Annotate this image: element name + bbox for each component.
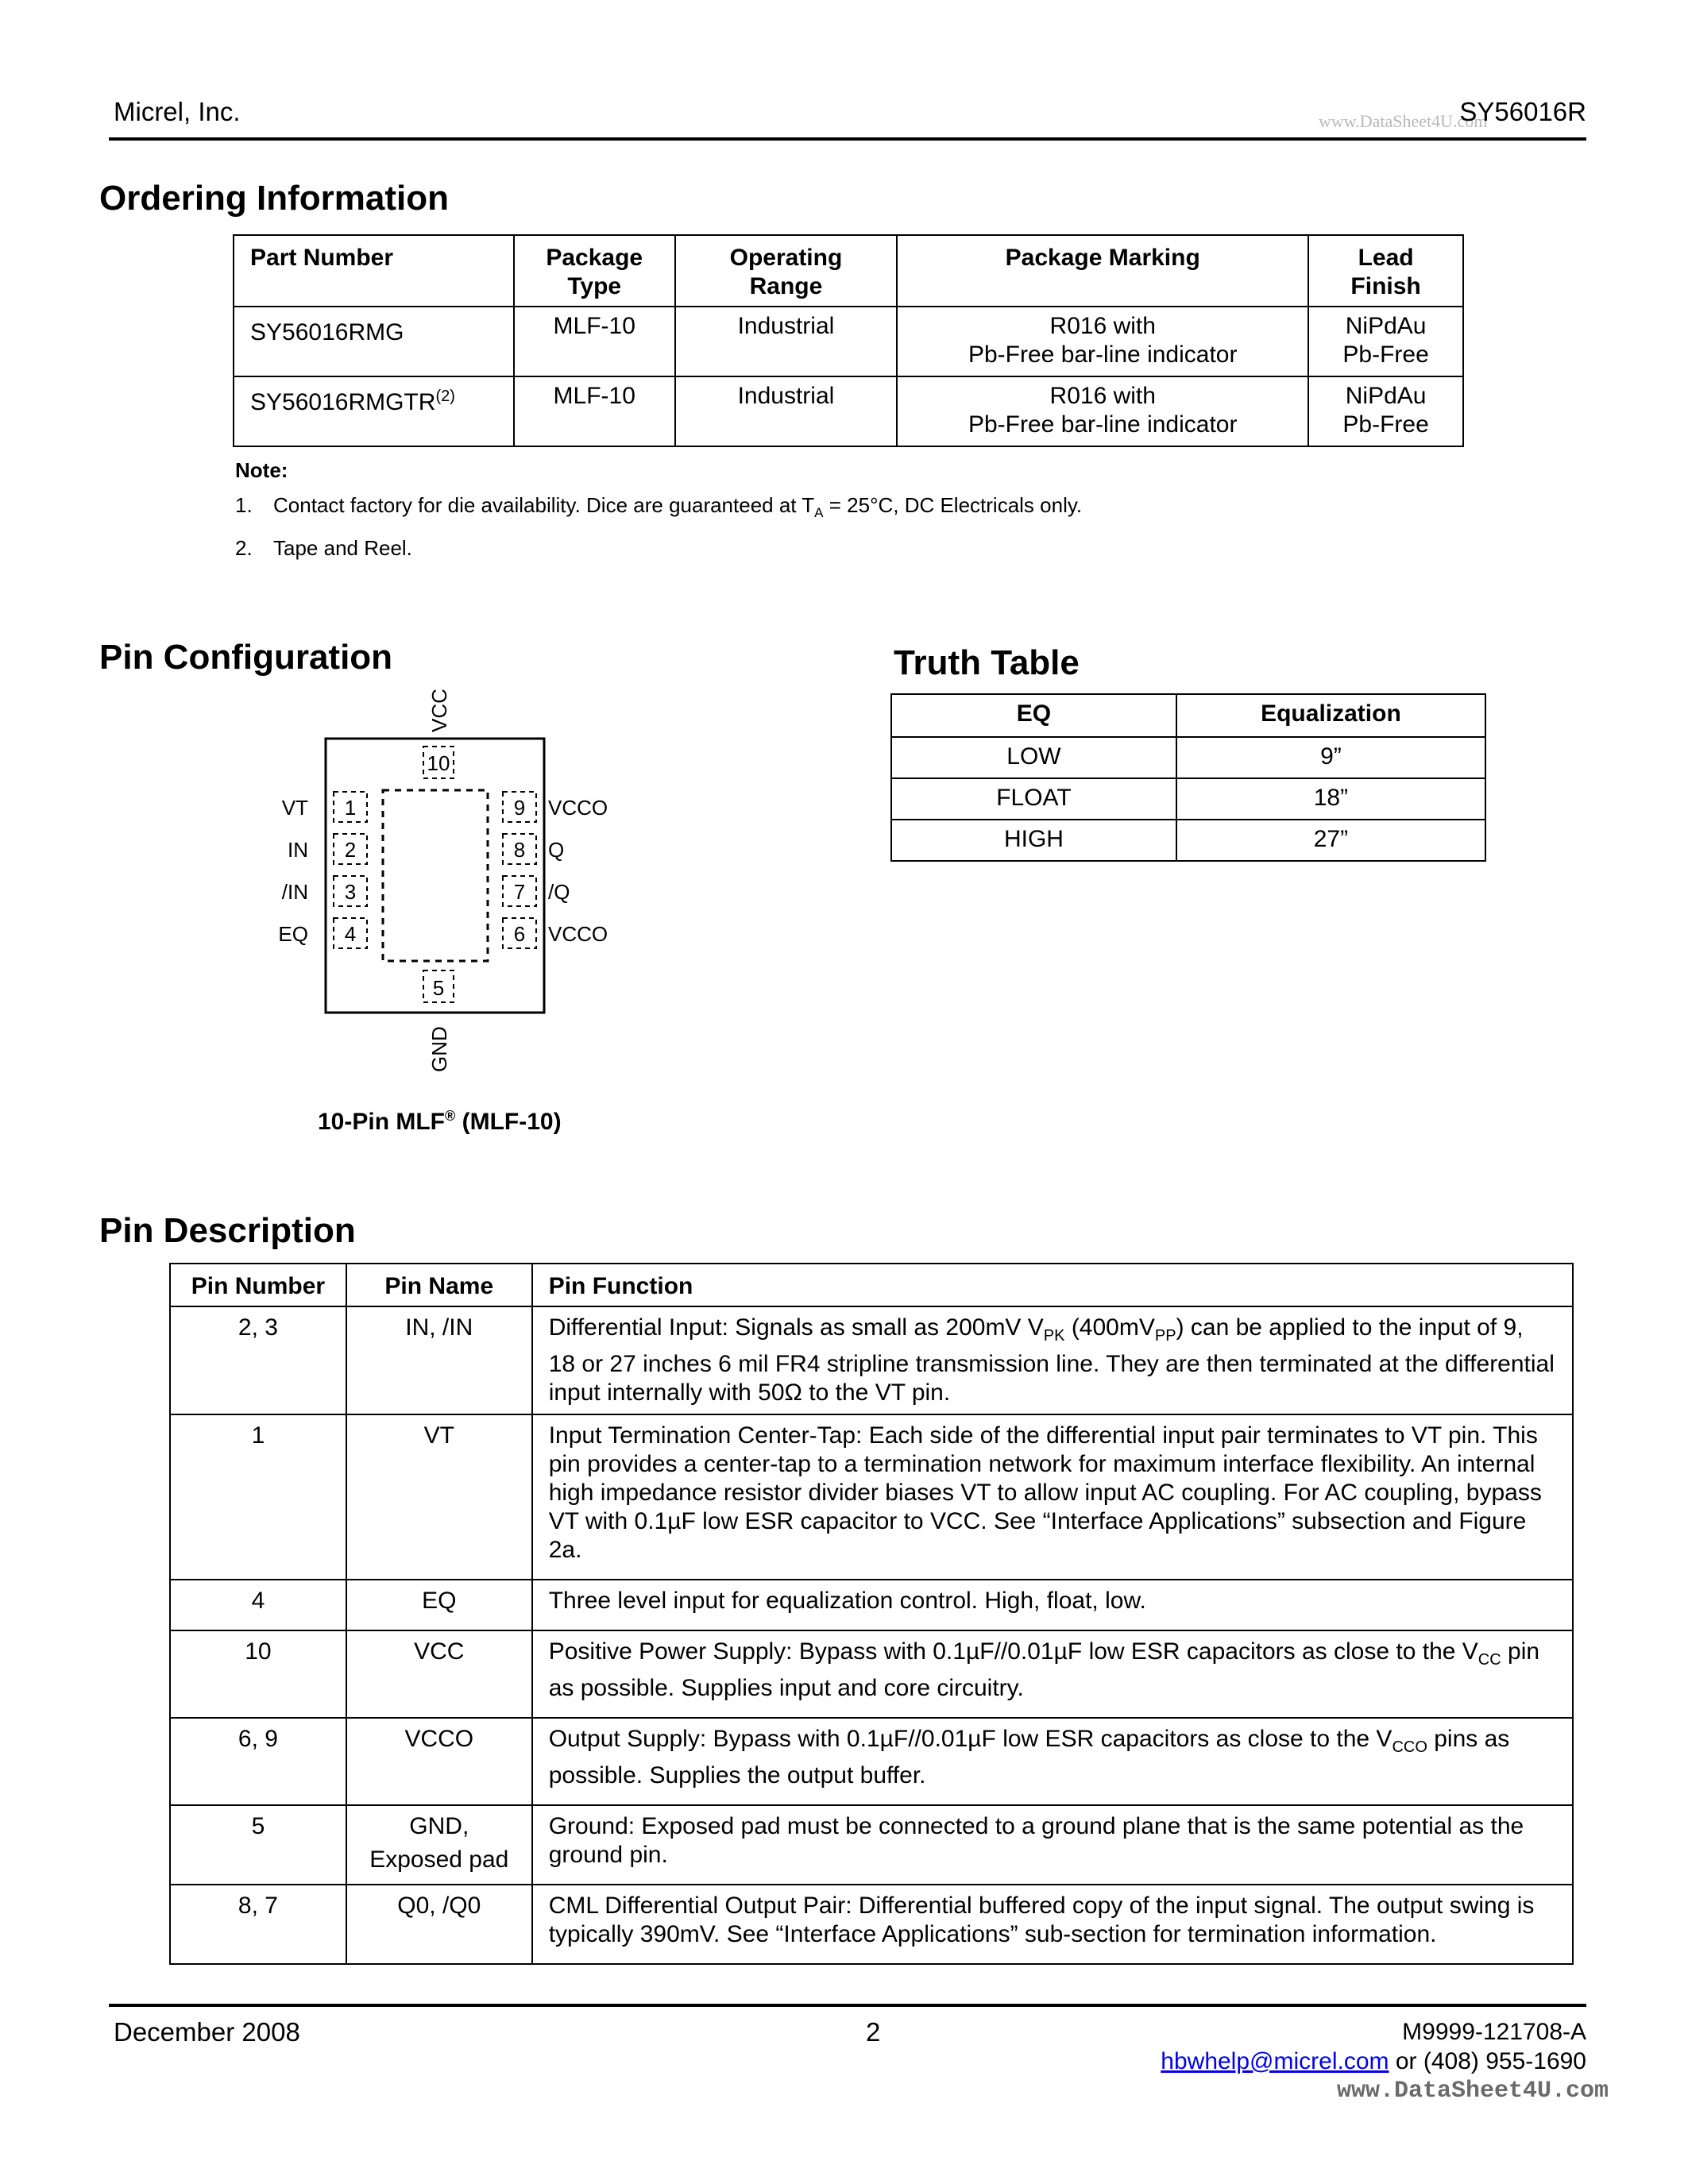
pin-config-title: Pin Configuration [99,638,393,677]
label-vcco-6: VCCO [548,922,608,946]
label-eq: EQ [278,922,308,946]
table-row [170,1306,1573,1414]
range-cell: Industrial [675,376,898,446]
eq-cell: FLOAT [891,778,1176,820]
pin-5-number: 5 [432,976,445,1000]
pin-name-cell: VT [346,1414,532,1580]
footer-page-number: 2 [866,2017,881,2047]
note-title: Note: [235,458,288,482]
pin-function-cell: Input Termination Center-Tap: Each side of the differential input pair terminates to VT pin. This pin provides a center-tap to a termination network for maximum interface flexibility. An internal high impedance resistor divider biases VT to allow input AC coupling. For AC coupling, bypass VT with 0.1µF low ESR capacitor to VCC. See “Interface Applications” subsection and Figure 2a. [532,1414,1573,1580]
table-row [891,778,1485,820]
exposed-pad [383,790,488,961]
col-lead-finish: Lead Finish [1308,235,1463,307]
header-company: Micrel, Inc. [114,97,241,126]
label-q: Q [548,838,565,862]
pin-function-cell: CML Differential Output Pair: Differential buffered copy of the input signal. The output swing is typically 390mV. See “Interface Applications” sub-section for termination information. [532,1885,1573,1964]
table-row [891,820,1485,861]
table-row [891,737,1485,778]
table-row [170,1885,1573,1964]
truth-table-title: Truth Table [894,643,1080,682]
pin-number-cell: 5 [170,1805,346,1885]
ordering-table [233,234,1464,447]
right-pin-group [503,792,608,948]
label-gnd-bottom: GND [427,1026,451,1072]
label-vcco-9: VCCO [548,796,608,820]
pin-name-cell: EQ [346,1580,532,1630]
header-part-number: SY56016R [1459,97,1586,126]
table-row [170,1805,1573,1885]
table-row [234,307,1463,376]
pin-10-number: 10 [427,751,450,775]
table-row [170,1630,1573,1718]
pin-function-cell: Output Supply: Bypass with 0.1µF//0.01µF low ESR capacitors as close to the $V_{CCO}$ pins as possible. Supplies the output buffer. [532,1718,1573,1805]
table-row [170,1718,1573,1805]
table-row [234,376,1463,446]
pin-6-number: 6 [513,922,526,946]
note-2: 2. Tape and Reel. [235,536,412,561]
left-pin-group [278,792,367,948]
col-operating-range: Operating Range [675,235,898,307]
pin-8-number: 8 [513,838,526,862]
footer-rule [109,2004,1586,2007]
ordering-title: Ordering Information [99,179,449,218]
label-vcc-top: VCC [427,689,451,732]
package-cell: MLF-10 [514,376,675,446]
pin-name-cell: IN, /IN [346,1306,532,1414]
col-eq: EQ [891,694,1176,737]
footer-doc-number: M9999-121708-A [1402,2019,1586,2045]
pin-name-cell: VCC [346,1630,532,1718]
pin-config-diagram [262,683,635,1080]
pin-3-number: 3 [344,880,357,904]
footer-email-link[interactable]: hbwhelp@micrel.com [1161,2048,1389,2074]
footer-date: December 2008 [114,2017,300,2047]
eq-cell: HIGH [891,820,1176,861]
pin-number-cell: 6, 9 [170,1718,346,1805]
pin-number-cell: 2, 3 [170,1306,346,1414]
col-equalization: Equalization [1176,694,1485,737]
pin-number-cell: 10 [170,1630,346,1718]
label-nq: /Q [548,880,570,904]
header-watermark: www.DataSheet4U.com [1319,111,1488,131]
ordering-notes [235,453,1082,565]
truth-table [890,693,1486,862]
pin-name-cell: Q0, /Q0 [346,1885,532,1964]
footer-contact [1161,2017,1586,2076]
range-cell: Industrial [675,307,898,376]
pin-7-number: 7 [513,880,526,904]
pin-4-number: 4 [344,922,357,946]
pin-function-cell: Differential Input: Signals as small as 200mV $V_{PK}$ $(400mV_{PP})$ can be applied to the input of 9, 18 or 27 inches 6 mil FR4 stripline transmission line. They are then terminated at the differential input internally with 50Ω to the VT pin. [532,1306,1573,1414]
label-in: IN [288,838,308,862]
col-part-number: Part Number [234,235,514,307]
pd-header-row [170,1264,1573,1306]
header-rule [109,137,1586,141]
equalization-cell: 9” [1176,737,1485,778]
label-nin: /IN [281,880,308,904]
footer-phone: or (408) 955-1690 [1389,2048,1586,2074]
package-outline [326,739,544,1013]
footer-contact-line [1161,2047,1586,2076]
col-pin-number: Pin Number [170,1264,346,1306]
equalization-cell: 18” [1176,778,1485,820]
pin-2-number: 2 [344,838,357,862]
footer-watermark: www.DataSheet4U.com [1336,2078,1609,2105]
col-pin-function: Pin Function [532,1264,1573,1306]
marking-cell: R016 with Pb-Free bar-line indicator [897,307,1308,376]
eq-cell: LOW [891,737,1176,778]
part-number-cell: SY56016RMGTR$^{(2)}$ [234,376,514,446]
finish-cell: NiPdAu Pb-Free [1308,307,1463,376]
truth-header-row [891,694,1485,737]
pin-name-cell: VCCO [346,1718,532,1805]
pin-1-number: 1 [344,796,357,820]
note-1: 1. Contact factory for die availability. Dice are guaranteed at $T_A = 25^\circ C$, DC Electricals only. [235,493,1083,521]
marking-cell: R016 with Pb-Free bar-line indicator [897,376,1308,446]
pin-function-cell: Positive Power Supply: Bypass with 0.1µF//0.01µF low ESR capacitors as close to the $V_{CC}$ pin as possible. Supplies input and core circuitry. [532,1630,1573,1718]
label-vt: VT [281,796,308,820]
pin-name-cell: GND, Exposed pad [346,1805,532,1885]
ordering-header-row [234,235,1463,307]
part-number-cell: SY56016RMG [234,307,514,376]
pin-number-cell: 4 [170,1580,346,1630]
finish-cell: NiPdAu Pb-Free [1308,376,1463,446]
pin-number-cell: 8, 7 [170,1885,346,1964]
equalization-cell: 27” [1176,820,1485,861]
col-package-type: Package Type [514,235,675,307]
col-package-marking: Package Marking [897,235,1308,307]
pin-function-cell: Three level input for equalization control. High, float, low. [532,1580,1573,1630]
pin-9-number: 9 [513,796,526,820]
package-cell: MLF-10 [514,307,675,376]
pin-description-title: Pin Description [99,1211,356,1250]
col-pin-name: Pin Name [346,1264,532,1306]
pin-number-cell: 1 [170,1414,346,1580]
pin-description-table [169,1263,1574,1965]
table-row [170,1414,1573,1580]
package-caption: 10-Pin MLF® (MLF-10) [318,1108,562,1135]
pin-function-cell: Ground: Exposed pad must be connected to a ground plane that is the same potential as the ground pin. [532,1805,1573,1885]
table-row [170,1580,1573,1630]
